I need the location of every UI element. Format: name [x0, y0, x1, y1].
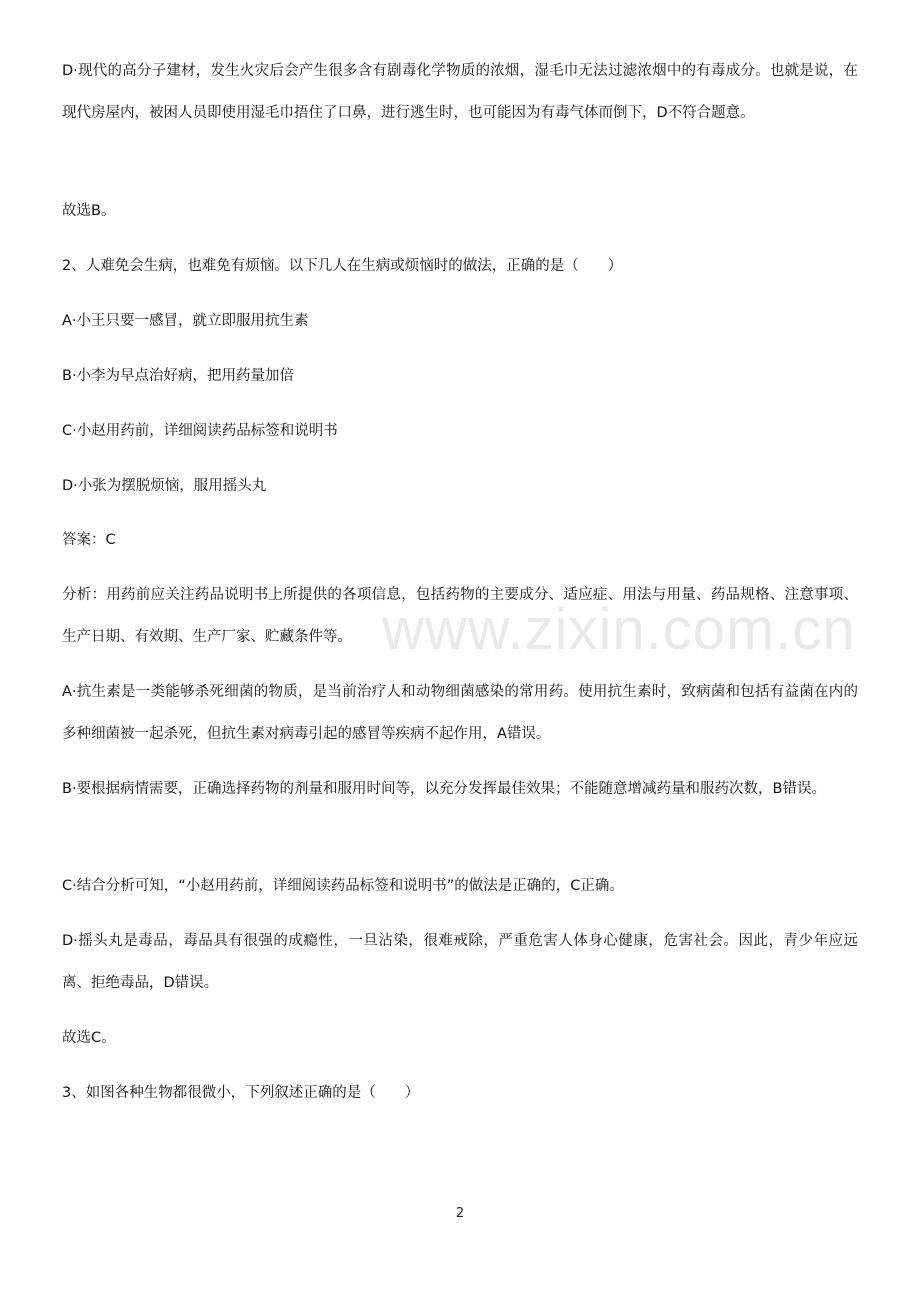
question-3: 3、如图各种生物都很微小，下列叙述正确的是（ ） — [62, 1085, 420, 1101]
question-2: 2、人难免会生病，也难免有烦恼。以下几人在生病或烦恼时的做法，正确的是（ ） — [62, 258, 623, 274]
option-b: B·小李为早点治好病，把用药量加倍 — [62, 368, 295, 384]
answer: 答案：C — [62, 532, 116, 548]
watermark: www.zixin.com.cn — [382, 597, 856, 662]
explanation-b: B·要根据病情需要，正确选择药物的剂量和服用时间等，以充分发挥最佳效果；不能随意增减药量和服药次数，B错误。 — [62, 781, 826, 797]
page-number: 2 — [455, 1206, 465, 1221]
option-a: A·小王只要一感冒，就立即服用抗生素 — [62, 313, 309, 329]
analysis: 分析：用药前应关注药品说明书上所提供的各项信息，包括药物的主要成分、适应症、用法与用量、药品规格、注意事项、生产日期、有效期、生产厂家、贮藏条件等。 — [62, 587, 858, 645]
option-d: D·小张为摆脱烦恼，服用摇头丸 — [62, 478, 267, 494]
choose-b: 故选B。 — [62, 203, 116, 219]
explanation-d: D·摇头丸是毒品，毒品具有很强的成瘾性，一旦沾染，很难戒除，严重危害人体身心健康，危害社会。因此，青少年应远离、拒绝毒品，D错误。 — [62, 933, 858, 991]
explanation-d-previous: D·现代的高分子建材，发生火灾后会产生很多含有剧毒化学物质的浓烟，湿毛巾无法过滤浓烟中的有毒成分。也就是说，在现代房屋内，被困人员即使用湿毛巾捂住了口鼻，进行逃生时，也可能因为有毒气体而倒下，D不符合题意。 — [62, 63, 858, 121]
option-c: C·小赵用药前，详细阅读药品标签和说明书 — [62, 423, 338, 439]
explanation-c: C·结合分析可知，“小赵用药前，详细阅读药品标签和说明书”的做法是正确的，C正确。 — [62, 878, 624, 894]
choose-c: 故选C。 — [62, 1030, 116, 1046]
explanation-a: A·抗生素是一类能够杀死细菌的物质，是当前治疗人和动物细菌感染的常用药。使用抗生素时，致病菌和包括有益菌在内的多种细菌被一起杀死，但抗生素对病毒引起的感冒等疾病不起作用，A错误。 — [62, 684, 858, 742]
